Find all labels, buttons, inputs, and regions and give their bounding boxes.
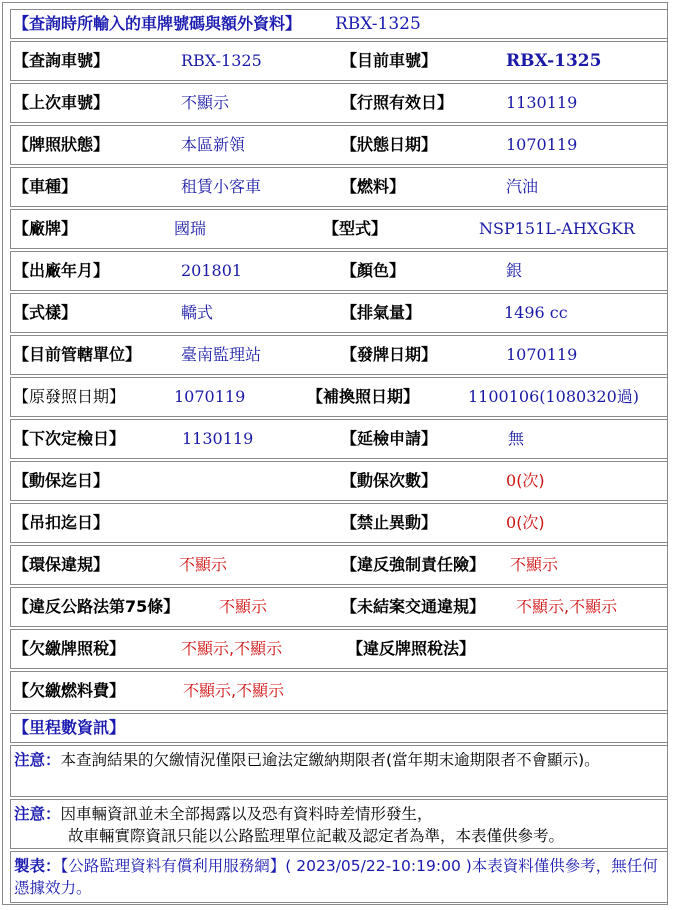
header-plate: RBX-1325 bbox=[335, 14, 421, 34]
table-row bbox=[10, 83, 668, 123]
field-label: 【廠牌】 bbox=[13, 219, 78, 238]
table-row bbox=[10, 335, 668, 375]
table-row bbox=[10, 293, 668, 333]
footer-box bbox=[10, 851, 668, 903]
table-row bbox=[10, 125, 668, 165]
field-value: 1496 cc bbox=[504, 303, 568, 322]
field-label: 【下次定檢日】 bbox=[13, 429, 126, 448]
table-row bbox=[10, 503, 668, 543]
field-label: 【查詢車號】 bbox=[13, 51, 110, 70]
field-value: 無 bbox=[508, 429, 525, 448]
field-label: 【吊扣迄日】 bbox=[13, 513, 110, 532]
field-value: 不顯示,不顯示 bbox=[516, 597, 618, 616]
field-label: 【型式】 bbox=[323, 219, 388, 238]
field-value: RBX-1325 bbox=[506, 51, 602, 71]
note-box bbox=[10, 745, 668, 797]
field-value: 0(次) bbox=[506, 471, 545, 490]
field-value: 本區新領 bbox=[181, 135, 246, 154]
field-label: 【違反強制責任險】 bbox=[341, 555, 486, 574]
table-row bbox=[10, 377, 668, 417]
note-box bbox=[10, 799, 668, 849]
mileage-section bbox=[10, 713, 668, 743]
table-row bbox=[10, 209, 668, 249]
field-label: 【動保迄日】 bbox=[13, 471, 110, 490]
header-title: 【查詢時所輸入的車牌號碼與額外資料】 bbox=[13, 14, 302, 33]
footer-timestamp: ( 2023/05/22-10:19:00 ) bbox=[285, 857, 472, 875]
field-value: 1100106(1080320過) bbox=[468, 387, 640, 406]
field-label: 【行照有效日】 bbox=[341, 93, 454, 112]
field-value: 1130119 bbox=[506, 93, 578, 112]
field-value: 銀 bbox=[506, 261, 523, 280]
field-value: 臺南監理站 bbox=[181, 345, 262, 364]
footer-source: 【公路監理資料有償利用服務網】 bbox=[60, 857, 286, 875]
table-row bbox=[10, 41, 668, 81]
field-label: 【燃料】 bbox=[341, 177, 406, 196]
field-label: 【排氣量】 bbox=[341, 303, 422, 322]
field-value: 租賃小客車 bbox=[181, 177, 262, 196]
field-value: NSP151L-AHXGKR bbox=[479, 219, 635, 238]
field-label: 【顏色】 bbox=[341, 261, 406, 280]
field-label: 【原發照日期】 bbox=[13, 387, 126, 406]
field-value: 201801 bbox=[181, 261, 243, 280]
field-label: 【禁止異動】 bbox=[341, 513, 438, 532]
field-value: 不顯示,不顯示 bbox=[183, 681, 285, 700]
field-value: 不顯示 bbox=[179, 555, 228, 574]
field-label: 【補換照日期】 bbox=[307, 387, 420, 406]
field-label: 【發牌日期】 bbox=[341, 345, 438, 364]
field-label: 【動保次數】 bbox=[341, 471, 438, 490]
field-value: 1130119 bbox=[182, 429, 254, 448]
field-value: 1070119 bbox=[506, 135, 578, 154]
footer-text bbox=[14, 855, 663, 899]
field-label: 【上次車號】 bbox=[13, 93, 110, 112]
field-label: 【牌照狀態】 bbox=[13, 135, 110, 154]
field-label: 【狀態日期】 bbox=[341, 135, 438, 154]
report-frame bbox=[2, 2, 668, 905]
field-label: 【式樣】 bbox=[13, 303, 78, 322]
field-value: 不顯示 bbox=[181, 93, 230, 112]
field-value: 汽油 bbox=[506, 177, 539, 196]
field-label: 【延檢申請】 bbox=[341, 429, 438, 448]
field-label: 【目前管轄單位】 bbox=[13, 345, 142, 364]
field-label: 【出廠年月】 bbox=[13, 261, 110, 280]
note-prefix: 注意： bbox=[14, 805, 61, 823]
table-row bbox=[10, 461, 668, 501]
table-row bbox=[10, 167, 668, 207]
field-value: 不顯示 bbox=[219, 597, 268, 616]
field-label: 【車種】 bbox=[13, 177, 78, 196]
field-value: 轎式 bbox=[181, 303, 214, 322]
table-row bbox=[10, 671, 668, 711]
report-header bbox=[10, 9, 668, 39]
field-label: 【未結案交通違規】 bbox=[341, 597, 486, 616]
field-value: 1070119 bbox=[174, 387, 246, 406]
note-prefix: 注意： bbox=[14, 751, 61, 769]
table-row bbox=[10, 629, 668, 669]
field-value: 0(次) bbox=[506, 513, 545, 532]
field-value: 國瑞 bbox=[174, 219, 207, 238]
field-label: 【目前車號】 bbox=[341, 51, 438, 70]
field-label: 【違反公路法第75條】 bbox=[13, 597, 180, 616]
footer-disclaimer: 本表資料僅供參考，無任何憑據效力。 bbox=[14, 857, 658, 897]
field-label: 【違反牌照稅法】 bbox=[347, 639, 476, 658]
note-text: 注意：本查詢結果的欠繳情況僅限已逾法定繳納期限者(當年期末逾期限者不會顯示)。 bbox=[14, 751, 600, 769]
table-row bbox=[10, 251, 668, 291]
field-label: 【環保違規】 bbox=[13, 555, 110, 574]
field-value: 不顯示,不顯示 bbox=[181, 639, 283, 658]
mileage-label: 【里程數資訊】 bbox=[13, 718, 126, 737]
field-value: 1070119 bbox=[506, 345, 578, 364]
table-row bbox=[10, 545, 668, 585]
field-value: 不顯示 bbox=[510, 555, 559, 574]
table-row bbox=[10, 419, 668, 459]
note-text: 注意：因車輛資訊並未全部揭露以及恐有資料時差情形發生， 故車輛實際資訊只能以公路監理單位記載及認定者為準，本表僅供參考。 bbox=[14, 805, 565, 845]
table-row bbox=[10, 587, 668, 627]
field-label: 【欠繳牌照稅】 bbox=[13, 639, 126, 658]
footer-prefix: 製表： bbox=[14, 857, 61, 875]
field-label: 【欠繳燃料費】 bbox=[13, 681, 126, 700]
field-value: RBX-1325 bbox=[181, 51, 262, 70]
